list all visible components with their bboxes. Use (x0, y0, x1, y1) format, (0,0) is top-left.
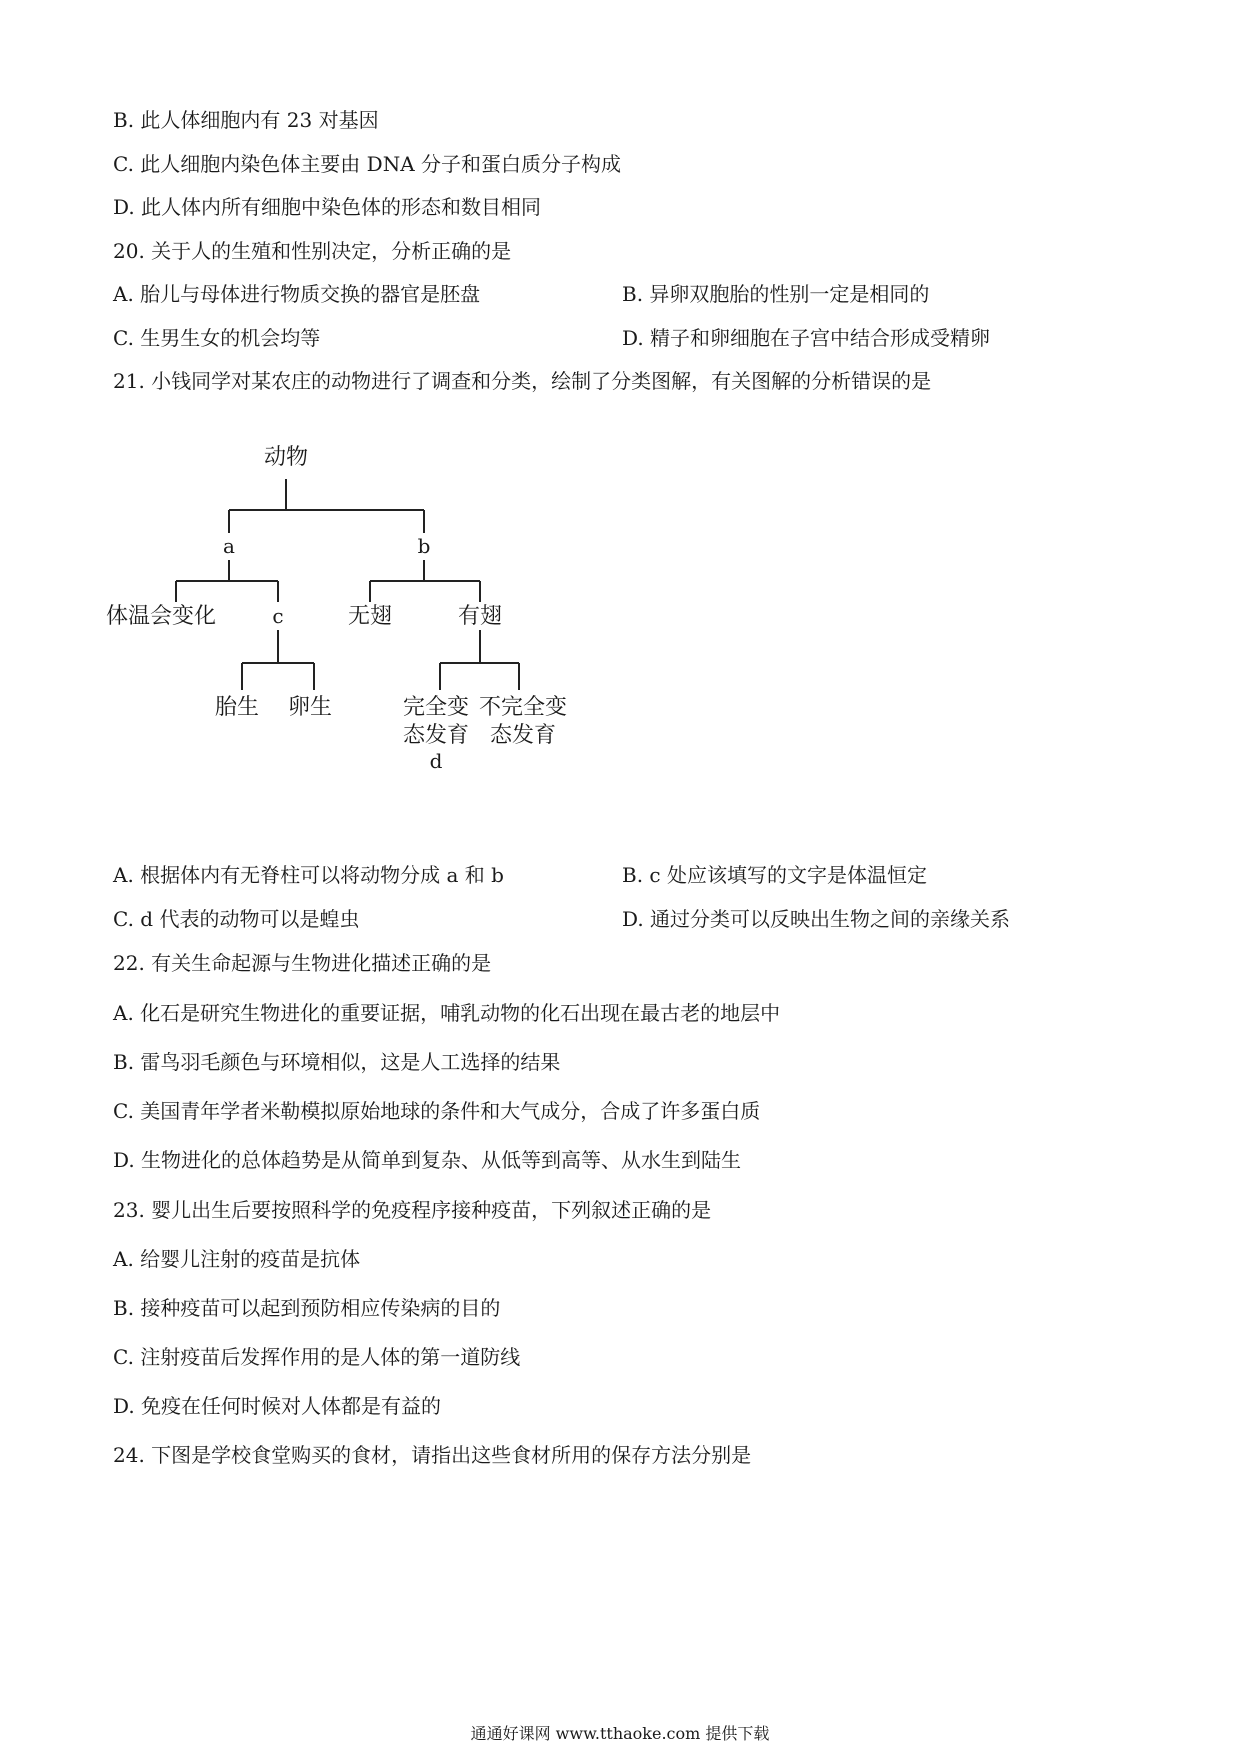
q21-option-b: B. c 处应该填写的文字是体温恒定 (622, 863, 927, 887)
label-complete-line1: 完全变 (402, 695, 470, 720)
node-label-d: d (429, 749, 443, 773)
label-temp-change: 体温会变化 (106, 604, 217, 629)
q21-stem: 21. 小钱同学对某农庄的动物进行了调查和分类，绘制了分类图解，有关图解的分析错误的是 (113, 369, 932, 393)
label-viviparous: 胎生 (214, 695, 260, 720)
node-label-c: c (272, 604, 284, 628)
root-label-animal: 动物 (263, 445, 309, 470)
q22-stem: 22. 有关生命起源与生物进化描述正确的是 (113, 951, 492, 975)
q22-option-d: D. 生物进化的总体趋势是从简单到复杂、从低等到高等、从水生到陆生 (113, 1148, 742, 1172)
page-footer: 通通好课网 www.tthaoke.com 提供下载 (470, 1724, 770, 1743)
node-label-b: b (417, 534, 431, 558)
q19-option-c: C. 此人细胞内染色体主要由 DNA 分子和蛋白质分子构成 (113, 152, 621, 176)
q24-stem: 24. 下图是学校食堂购买的食材，请指出这些食材所用的保存方法分别是 (113, 1443, 752, 1467)
q19-option-d: D. 此人体内所有细胞中染色体的形态和数目相同 (113, 195, 542, 219)
q23-stem: 23. 婴儿出生后要按照科学的免疫程序接种疫苗，下列叙述正确的是 (113, 1198, 712, 1222)
q19-option-b: B. 此人体细胞内有 23 对基因 (113, 108, 379, 132)
label-incomplete-line2: 态发育 (489, 723, 557, 748)
q22-option-a: A. 化石是研究生物进化的重要证据，哺乳动物的化石出现在最古老的地层中 (113, 1001, 781, 1025)
label-complete-line2: 态发育 (402, 723, 470, 748)
q23-option-c: C. 注射疫苗后发挥作用的是人体的第一道防线 (113, 1345, 521, 1369)
q21-option-a: A. 根据体内有无脊柱可以将动物分成 a 和 b (113, 863, 504, 887)
q21-option-c: C. d 代表的动物可以是蝗虫 (113, 907, 360, 931)
node-label-a: a (223, 534, 235, 558)
q23-option-b: B. 接种疫苗可以起到预防相应传染病的目的 (113, 1296, 501, 1320)
q22-option-c: C. 美国青年学者米勒模拟原始地球的条件和大气成分，合成了许多蛋白质 (113, 1099, 761, 1123)
q20-option-d: D. 精子和卵细胞在子宫中结合形成受精卵 (622, 326, 991, 350)
q22-option-b: B. 雷鸟羽毛颜色与环境相似，这是人工选择的结果 (113, 1050, 561, 1074)
q20-stem: 20. 关于人的生殖和性别决定，分析正确的是 (113, 239, 512, 263)
label-oviparous: 卵生 (287, 695, 333, 720)
label-has-wing: 有翅 (457, 604, 503, 629)
q21-option-d: D. 通过分类可以反映出生物之间的亲缘关系 (622, 907, 1011, 931)
q20-option-b: B. 异卵双胞胎的性别一定是相同的 (622, 282, 930, 306)
q23-option-d: D. 免疫在任何时候对人体都是有益的 (113, 1394, 442, 1418)
q23-option-a: A. 给婴儿注射的疫苗是抗体 (113, 1247, 361, 1271)
label-no-wing: 无翅 (347, 604, 393, 629)
q20-option-c: C. 生男生女的机会均等 (113, 326, 321, 350)
q20-option-a: A. 胎儿与母体进行物质交换的器官是胚盘 (113, 282, 481, 306)
classification-diagram (106, 440, 590, 790)
label-incomplete-line1: 不完全变 (478, 695, 568, 720)
